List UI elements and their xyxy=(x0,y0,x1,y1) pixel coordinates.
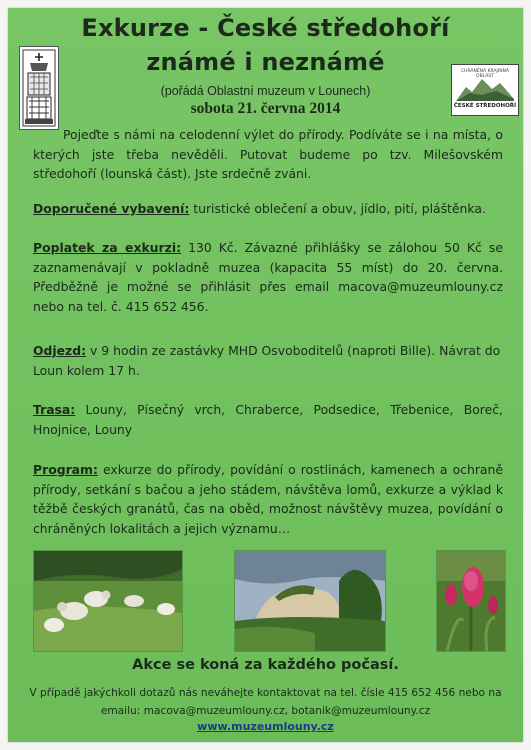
flower-photo-icon xyxy=(437,551,505,651)
section-route xyxy=(33,400,503,439)
weather-notice: Akce se koná za každého počasí. xyxy=(132,657,399,673)
logo-name: ČESKÉ STŘEDOHOŘÍ xyxy=(453,103,517,109)
section-fee xyxy=(33,238,503,316)
section-equipment xyxy=(33,199,503,219)
contact-info xyxy=(8,685,523,720)
section-label: Trasa: xyxy=(33,402,76,417)
page-subtitle: známé i neznámé xyxy=(146,48,385,76)
contact-line: emailu: macova@muzeumlouny.cz, botanik@muzeumlouny.cz xyxy=(100,704,431,717)
section-label: Doporučené vybavení: xyxy=(33,201,190,216)
photo-flower xyxy=(436,550,506,652)
section-text: v 9 hodin ze zastávky MHD Osvoboditelů (naproti Bille). Návrat do Loun kolem 17 h. xyxy=(33,343,501,378)
photo-sheep xyxy=(33,550,183,652)
section-program xyxy=(33,460,503,538)
website-link[interactable]: www.muzeumlouny.cz xyxy=(197,720,334,733)
section-departure xyxy=(33,341,503,380)
section-text: exkurze do přírody, povídání o rostlinách, kamenech a ochraně přírody, setkání s bačou a jeho stádem, návštěva lomů, exkurze a výklad k těžbě českých granátů, čas na oběd, možnost návštěvy muzea, povídání o chráněných lokalitách a jejich významu… xyxy=(33,462,503,536)
organizer: (pořádá Oblastní muzeum v Lounech) xyxy=(160,84,371,98)
intro-paragraph xyxy=(33,125,503,184)
photo-rock xyxy=(234,550,386,652)
section-label: Poplatek za exkurzi: xyxy=(33,240,182,255)
section-text: 130 Kč. Závazné přihlášky se zálohou 50 Kč se zaznamenávají v pokladně muzea (kapacita 55 míst) do 20. června. Předběžně je možné se přihlásit přes email macova@muzeumlouny.cz nebo na tel. č. 415 652 456. xyxy=(33,240,503,314)
intro-text: Pojeďte s námi na celodenní výlet do přírody. Podíváte se i na místa, o kterých jste třeba nevěděli. Putovat budeme po tzv. Milešovském středohoří (lounská část). Jste srdečně zváni. xyxy=(33,127,503,182)
contact-line: V případě jakýchkoli dotazů nás neváhejte kontaktovat na tel. čísle 415 652 456 nebo na xyxy=(29,687,502,699)
section-label: Program: xyxy=(33,462,98,477)
section-text: Louny, Písečný vrch, Chraberce, Podsedice, Třebenice, Boreč, Hnojnice, Louny xyxy=(33,402,503,437)
poster xyxy=(8,8,523,742)
section-label: Odjezd: xyxy=(33,343,87,358)
logo-caption: CHRÁNĚNÁ KRAJINNÁ OBLAST xyxy=(460,69,510,79)
section-text: turistické oblečení a obuv, jídlo, pití, pláštěnka. xyxy=(189,201,486,216)
rock-photo-icon xyxy=(235,551,385,651)
event-date: sobota 21. června 2014 xyxy=(190,100,341,117)
page-title: Exkurze - České středohoří xyxy=(81,14,450,42)
sheep-photo-icon xyxy=(34,551,182,651)
